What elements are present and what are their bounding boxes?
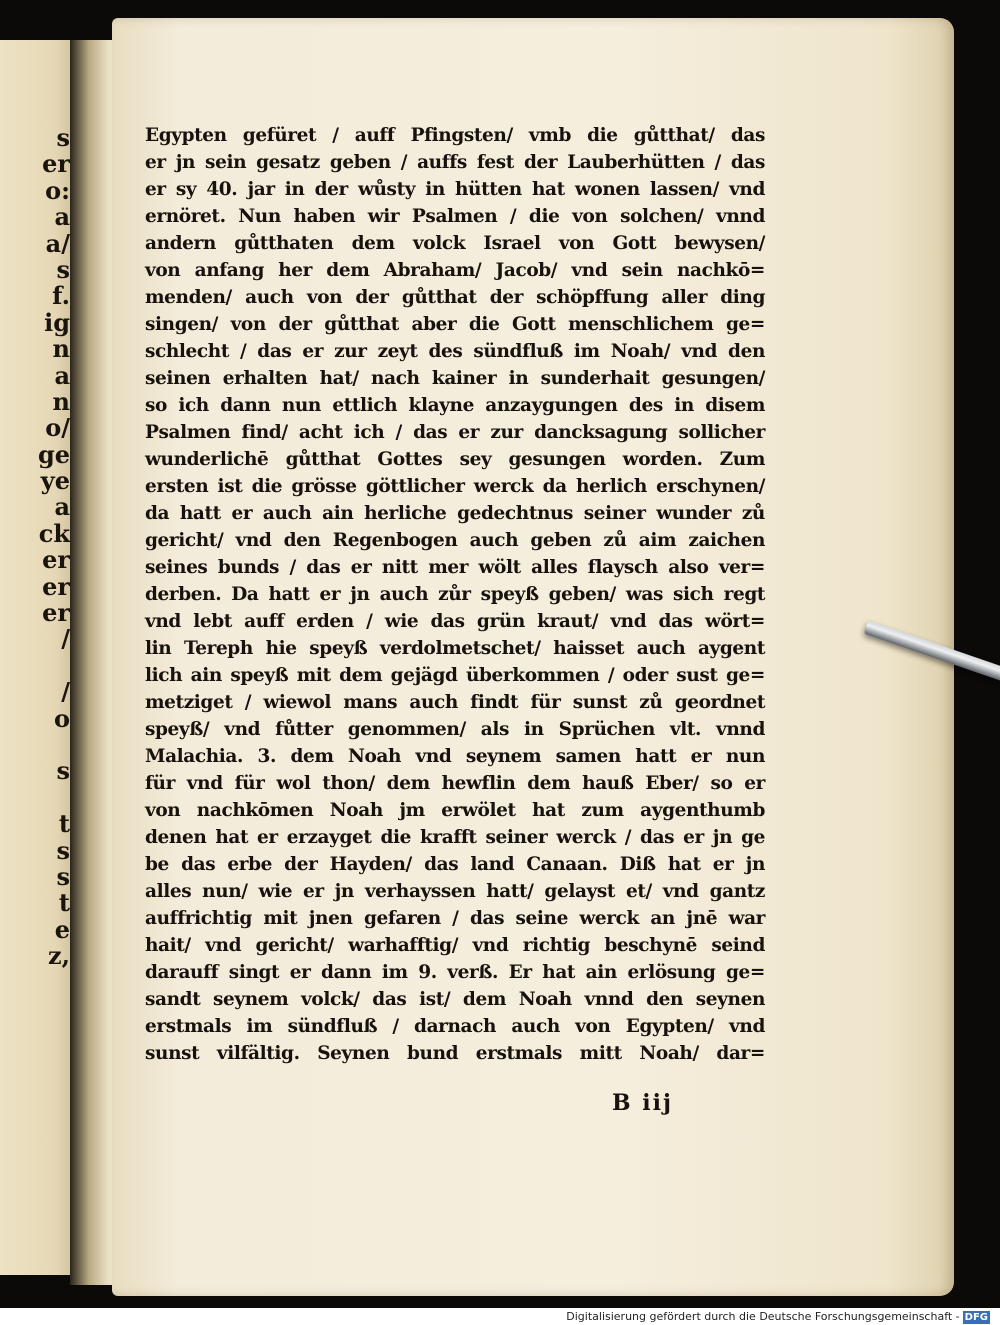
left-page-fragment: er [42, 545, 70, 575]
text-line: erstmals im sündfluß / darnach auch von Egypten/ vnd [145, 1016, 765, 1037]
left-page-fragment: / [61, 677, 70, 707]
text-line: da hatt er auch ain herliche gedechtnus seiner wunder zů [145, 503, 765, 524]
text-line: Malachia. 3. dem Noah vnd seynem samen hatt er nun [145, 746, 765, 767]
left-page-fragment: o: [45, 175, 70, 205]
right-page [112, 18, 954, 1296]
left-page-fragment: a [54, 492, 70, 522]
text-line: Psalmen find/ acht ich / das er zur dancksagung sollicher [145, 422, 765, 443]
text-line: auffrichtig mit jnen gefaren / das seine werck an jnē war [145, 908, 765, 929]
left-page-fragment: o [53, 703, 70, 733]
dfg-logo: DFG [964, 1311, 988, 1323]
left-page-fragment: a/ [45, 228, 70, 258]
left-page-fragment: z, [48, 941, 70, 971]
left-page-fragment: er [42, 149, 70, 179]
left-page [0, 40, 78, 1275]
text-line: er sy 40. jar in der wůsty in hütten hat wonen lassen/ vnd [145, 179, 765, 200]
footer-text: Digitalisierung gefördert durch die Deutsche Forschungsgemeinschaft - [566, 1310, 960, 1323]
left-page-fragment: a [54, 202, 70, 232]
left-page-fragment: s [56, 835, 70, 865]
left-page-fragment: s [56, 254, 70, 284]
left-page-fragment: s [56, 756, 70, 786]
text-line: singen/ von der gůtthat aber die Gott menschlichem ge= [145, 314, 765, 335]
text-line: hait/ vnd gericht/ warhafftig/ vnd richtig beschynē seind [145, 935, 765, 956]
left-page-fragment: t [58, 888, 70, 918]
text-line: wunderlichē gůtthat Gottes sey gesungen worden. Zum [145, 449, 765, 470]
text-line: ersten ist die grösse göttlicher werck da herlich erschynen/ [145, 476, 765, 497]
left-page-fragment: er [42, 571, 70, 601]
text-line: Egypten gefüret / auff Pfingsten/ vmb die gůtthat/ das [145, 125, 765, 146]
left-page-fragment: ck [38, 518, 70, 548]
text-line: ernöret. Nun haben wir Psalmen / die von solchen/ vnnd [145, 206, 765, 227]
footer-credit [566, 1308, 990, 1325]
text-line: seinen erhalten hat/ nach kainer in sunderhait gesungen/ [145, 368, 765, 389]
text-line: seines bunds / das er nitt mer wölt alles flaysch also ver= [145, 557, 765, 578]
text-line: von anfang her dem Abraham/ Jacob/ vnd sein nachkō= [145, 260, 765, 281]
page-text-block [145, 122, 765, 1067]
text-line: vnd lebt auff erden / wie das grün kraut/ vnd das wört= [145, 611, 765, 632]
left-page-fragment: / [61, 624, 70, 654]
left-page-fragment: ge [37, 439, 70, 469]
text-line: menden/ auch von der gůtthat der schöpffung aller ding [145, 287, 765, 308]
text-line: lich ain speyß mit dem gejägd überkommen / oder sust ge= [145, 665, 765, 686]
signature-mark: B iij [612, 1090, 673, 1116]
text-line: gericht/ vnd den Regenbogen auch geben zů aim zaichen [145, 530, 765, 551]
left-page-text [38, 125, 70, 970]
text-line: metziget / wiewol mans auch findt für sunst zů geordnet [145, 692, 765, 713]
text-line: denen hat er erzayget die krafft seiner werck / das er jn ge [145, 827, 765, 848]
left-page-fragment: s [56, 123, 70, 152]
text-line: für vnd für wol thon/ dem hewflin dem hauß Eber/ so er [145, 773, 765, 794]
left-page-fragment: a [54, 360, 70, 390]
text-line: andern gůtthaten dem volck Israel von Gott bewysen/ [145, 233, 765, 254]
text-line: derben. Da hatt er jn auch zůr speyß geben/ was sich regt [145, 584, 765, 605]
left-page-fragment: o/ [45, 413, 70, 443]
left-page-fragment: ye [40, 466, 70, 496]
text-line: be das erbe der Hayden/ das land Canaan. Diß hat er jn [145, 854, 765, 875]
text-line: darauff singt er dann im 9. verß. Er hat ain erlösung ge= [145, 962, 765, 983]
text-line: schlecht / das er zur zeyt des sündfluß im Noah/ vnd den [145, 341, 765, 362]
left-page-fragment [38, 732, 70, 758]
left-page-fragment: n [52, 334, 70, 364]
left-page-fragment: ig [44, 307, 70, 337]
left-page-fragment [38, 653, 70, 679]
text-line: sandt seynem volck/ das ist/ dem Noah vnnd den seynen [145, 989, 765, 1010]
text-line: so ich dann nun ettlich klayne anzaygungen des in disem [145, 395, 765, 416]
text-line: sunst vilfältig. Seynen bund erstmals mitt Noah/ dar= [145, 1043, 765, 1064]
text-line: speyß/ vnd fůtter genommen/ als in Sprüchen vlt. vnnd [145, 719, 765, 740]
left-page-fragment: er [42, 598, 70, 628]
left-page-fragment: f. [52, 281, 70, 311]
left-page-fragment: t [58, 809, 70, 839]
left-page-fragment: s [56, 861, 70, 891]
left-page-fragment: e [54, 914, 70, 944]
left-page-fragment [38, 785, 70, 811]
text-line: er jn sein gesatz geben / auffs fest der Lauberhütten / das [145, 152, 765, 173]
text-line: alles nun/ wie er jn verhayssen hatt/ gelayst et/ vnd gantz [145, 881, 765, 902]
left-page-fragment: n [52, 386, 70, 416]
text-line: von nachkōmen Noah jm erwölet hat zum aygenthumb [145, 800, 765, 821]
text-line: lin Tereph hie speyß verdolmetschet/ haisset auch aygent [145, 638, 765, 659]
